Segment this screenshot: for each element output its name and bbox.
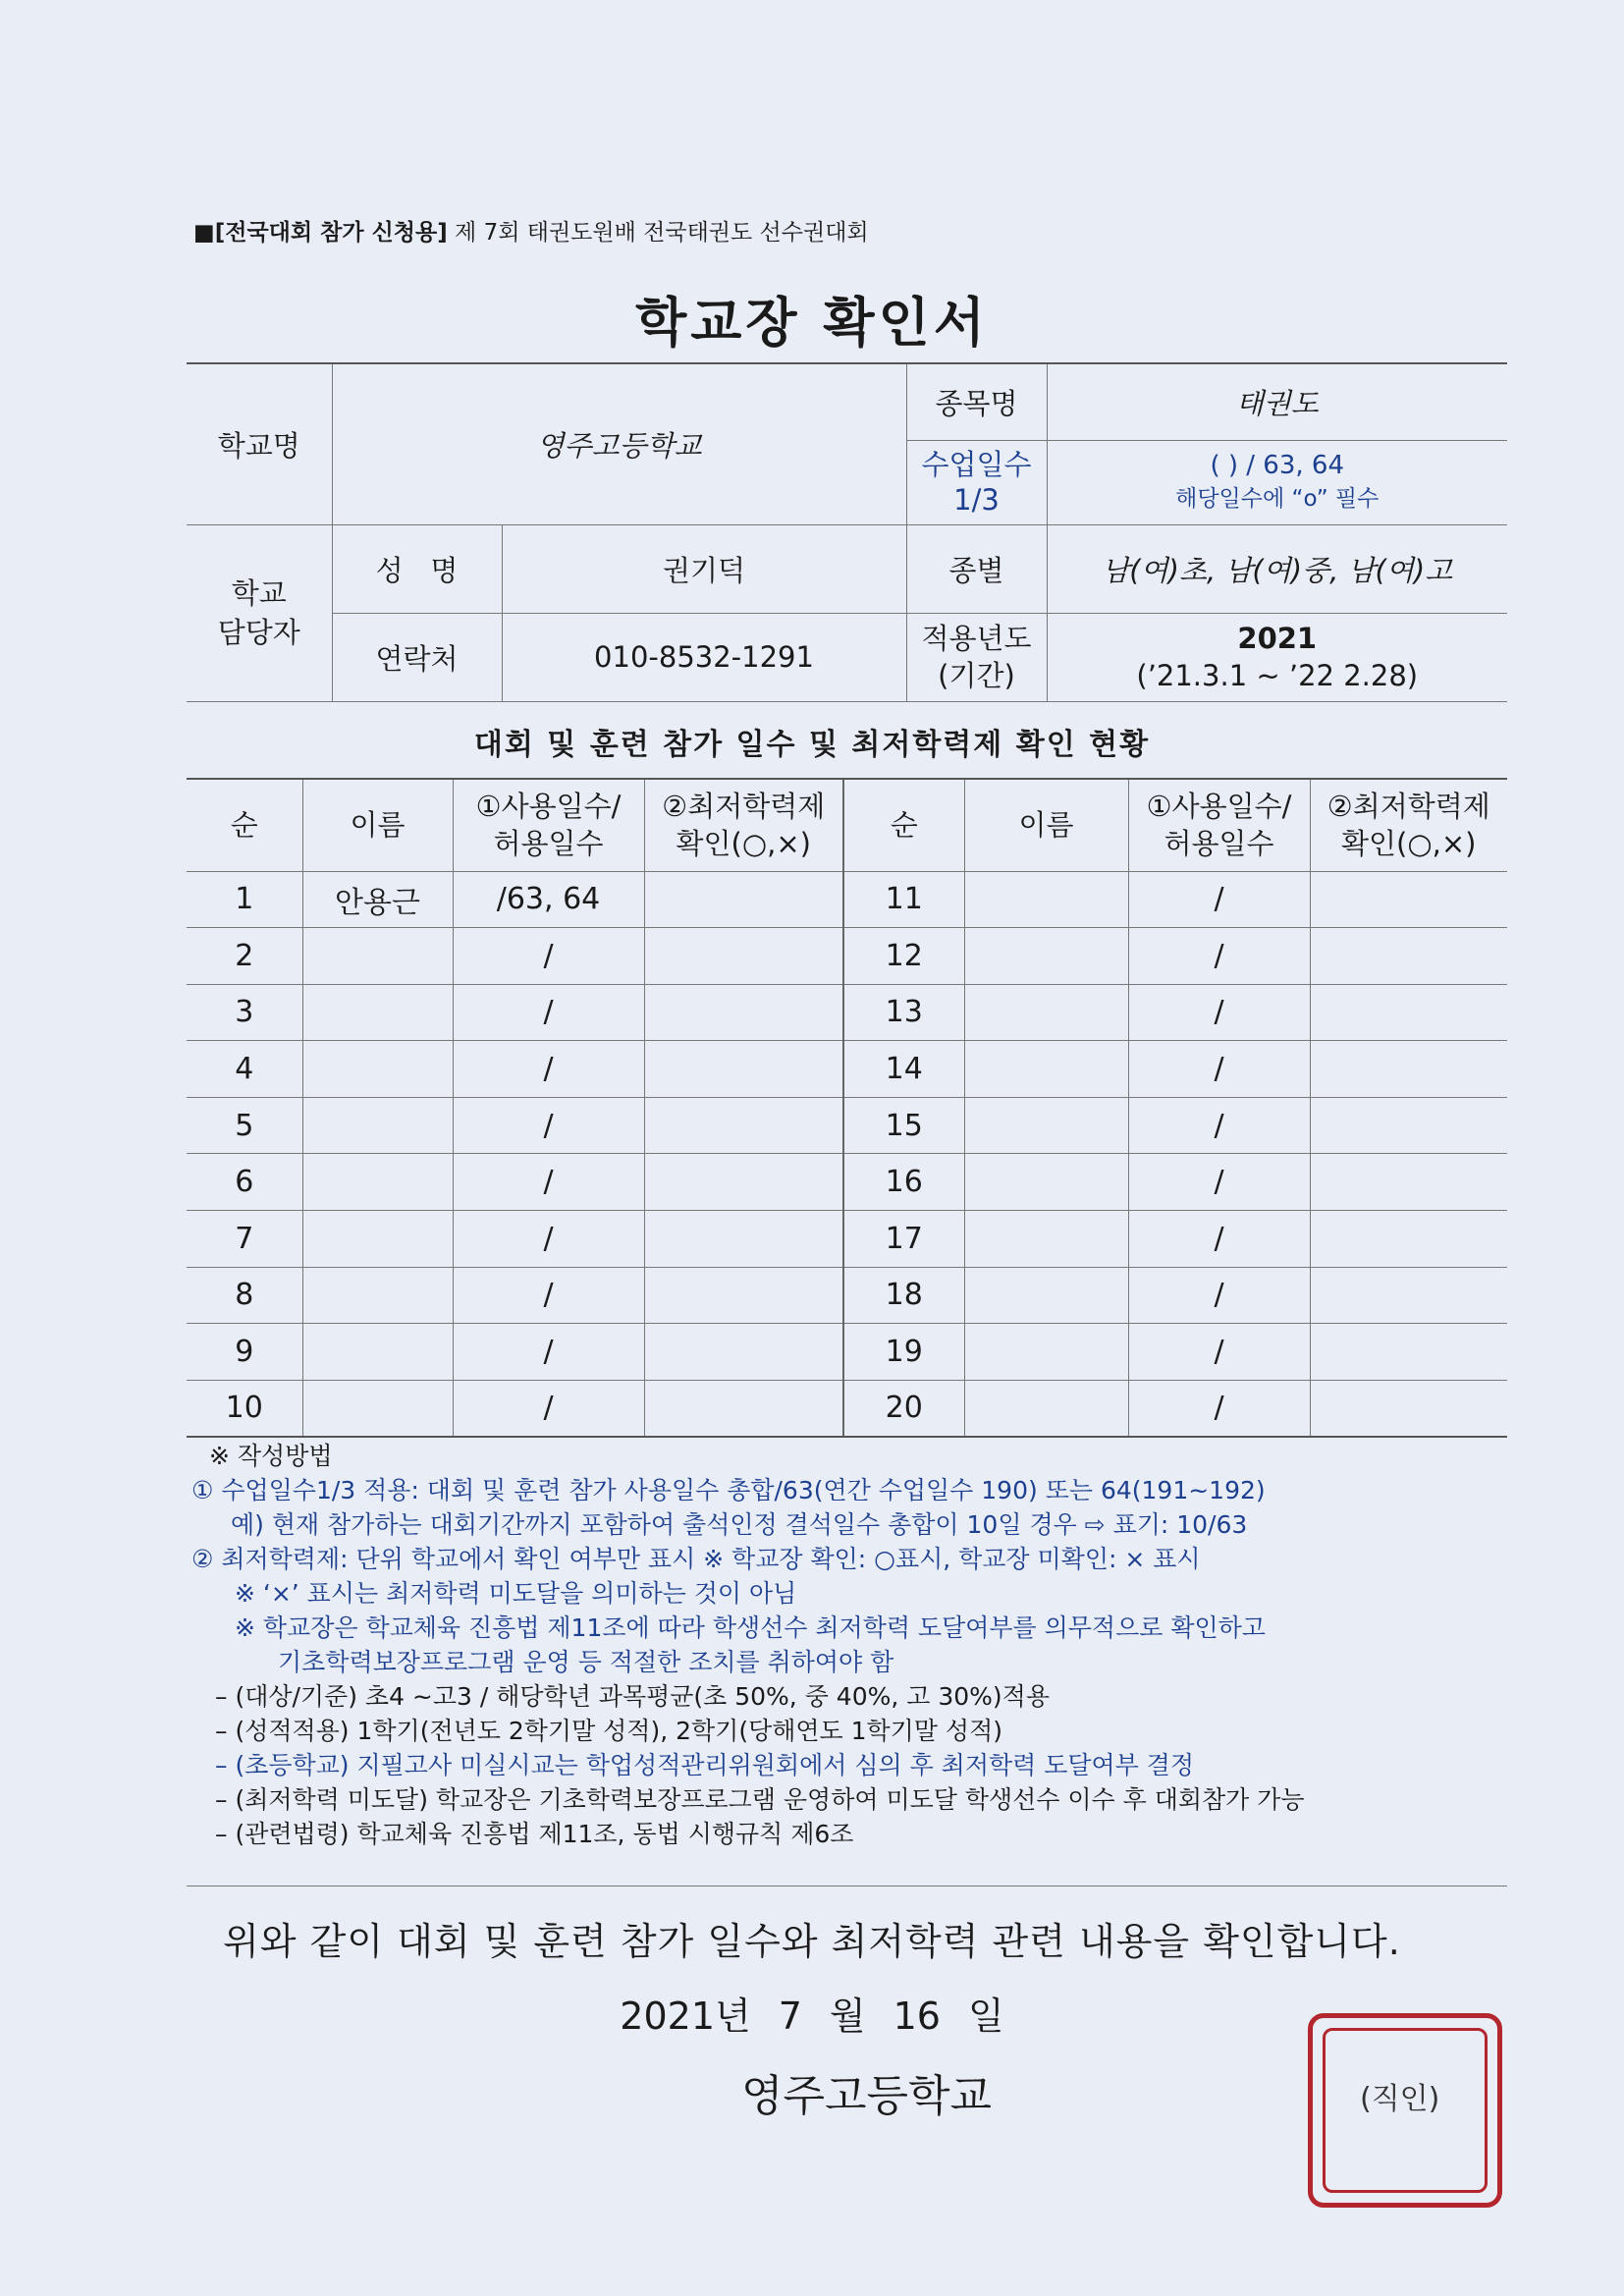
row-days-2: / [1128, 1324, 1310, 1381]
col-header-check-line2: 확인(○,×) [676, 827, 811, 861]
table-row [187, 1380, 1507, 1437]
row-no: 10 [187, 1380, 302, 1437]
row-days-2: / [1128, 1154, 1310, 1211]
signing-school: 영주고등학교 [741, 2071, 993, 2121]
row-name-2 [964, 1097, 1128, 1154]
row-check [644, 984, 843, 1041]
row-check-2 [1310, 984, 1507, 1041]
col-header-name-2: 이름 [964, 779, 1128, 871]
seal-label: (직인) [1360, 2082, 1440, 2116]
row-no: 8 [187, 1267, 302, 1324]
school-days-label-line2: 1/3 [953, 483, 1000, 517]
staff-name-value: 권기덕 [502, 524, 906, 613]
row-days: /63, 64 [453, 871, 644, 928]
row-name [302, 1380, 453, 1437]
event-name: 제 7회 태권도원배 전국태권도 선수권대회 [455, 220, 869, 246]
instructions [191, 1439, 1507, 1851]
col-header-days [453, 779, 644, 871]
row-days-2: / [1128, 1211, 1310, 1268]
row-days-2: / [1128, 1041, 1310, 1098]
col-header-days-line2: 허용일수 [493, 827, 604, 861]
col-header-check-2-line1: ②최저학력제 [1326, 790, 1490, 824]
row-no-2: 17 [843, 1211, 964, 1268]
row-name-2 [964, 984, 1128, 1041]
section-title: 대회 및 훈련 참가 일수 및 최저학력제 확인 현황 [473, 728, 1151, 762]
contact-value: 010-8532-1291 [502, 613, 906, 701]
row-check-2 [1310, 1041, 1507, 1098]
row-name [302, 1097, 453, 1154]
row-no: 2 [187, 928, 302, 985]
row-name [302, 928, 453, 985]
row-name-2 [964, 928, 1128, 985]
row-no-2: 15 [843, 1097, 964, 1154]
row-check [644, 1211, 843, 1268]
page-title: 학교장 확인서 [635, 292, 989, 354]
row-name-2 [964, 871, 1128, 928]
row-name-2 [964, 1154, 1128, 1211]
row-no: 5 [187, 1097, 302, 1154]
instruction-line: – (관련법령) 학교체육 진흥법 제11조, 동법 시행규칙 제6조 [215, 1820, 854, 1848]
row-no: 3 [187, 984, 302, 1041]
row-check-2 [1310, 1211, 1507, 1268]
instruction-line: 기초학력보장프로그램 운영 등 적절한 조치를 취하여야 함 [278, 1648, 894, 1676]
date-year: 2021년 [620, 1995, 751, 2038]
school-days-fraction: ( ) / 63, 64 [1210, 451, 1345, 480]
row-no: 4 [187, 1041, 302, 1098]
instructions-title: ※ 작성방법 [209, 1442, 333, 1470]
staff-label-line2: 담당자 [217, 616, 300, 649]
row-no-2: 11 [843, 871, 964, 928]
row-days: / [453, 1041, 644, 1098]
col-header-days-2-line2: 허용일수 [1164, 827, 1274, 861]
row-days: / [453, 1097, 644, 1154]
row-no: 7 [187, 1211, 302, 1268]
apply-period: (’21.3.1 ~ ’22 2.28) [1136, 659, 1419, 692]
row-no-2: 19 [843, 1324, 964, 1381]
row-days: / [453, 1211, 644, 1268]
apply-year-value [1047, 613, 1507, 701]
col-header-check-line1: ②최저학력제 [662, 790, 826, 824]
staff-name-label: 성 명 [332, 524, 502, 613]
gender-value: 남(여)초, 남(여)중, 남(여)고 [1047, 524, 1507, 613]
school-name-value: 영주고등학교 [332, 363, 906, 524]
row-check-2 [1310, 1324, 1507, 1381]
sport-value: 태권도 [1047, 363, 1507, 440]
instruction-line: – (초등학교) 지필고사 미실시교는 학업성적관리위원회에서 심의 후 최저학력 도달여부 결정 [215, 1751, 1195, 1779]
apply-year-label-line1: 적용년도 [921, 622, 1032, 655]
table-row [187, 1324, 1507, 1381]
instruction-line: – (대상/기준) 초4 ~고3 / 해당학년 과목평균(초 50%, 중 40%, 고 30%)적용 [215, 1682, 1050, 1711]
instruction-line: ※ 학교장은 학교체육 진흥법 제11조에 따라 학생선수 최저학력 도달여부를 의무적으로 확인하고 [235, 1613, 1266, 1642]
row-no-2: 13 [843, 984, 964, 1041]
col-header-days-2-line1: ①사용일수/ [1146, 790, 1292, 824]
apply-year-label-line2: (기간) [938, 659, 1015, 692]
row-check-2 [1310, 871, 1507, 928]
row-check [644, 1267, 843, 1324]
date-month-unit: 월 [829, 1995, 866, 2038]
row-check-2 [1310, 1380, 1507, 1437]
gender-label: 종별 [906, 524, 1047, 613]
row-no: 9 [187, 1324, 302, 1381]
row-name [302, 1324, 453, 1381]
school-days-value [1047, 440, 1507, 524]
row-check [644, 1041, 843, 1098]
date-month: 7 [778, 1995, 802, 2038]
row-check-2 [1310, 1267, 1507, 1324]
row-name [302, 1267, 453, 1324]
row-name-2 [964, 1211, 1128, 1268]
staff-label-line1: 학교 [231, 576, 287, 610]
row-days-2: / [1128, 984, 1310, 1041]
row-days: / [453, 1380, 644, 1437]
table-row [187, 1211, 1507, 1268]
sport-label: 종목명 [906, 363, 1047, 440]
date-day-unit: 일 [967, 1995, 1004, 2038]
row-days-2: / [1128, 1380, 1310, 1437]
row-days-2: / [1128, 871, 1310, 928]
row-no: 1 [187, 871, 302, 928]
col-header-no-2: 순 [843, 779, 964, 871]
row-days: / [453, 1154, 644, 1211]
row-name-2 [964, 1380, 1128, 1437]
row-days: / [453, 928, 644, 985]
row-name: 안용근 [302, 871, 453, 928]
row-check [644, 928, 843, 985]
form-header [193, 214, 869, 246]
row-name-2 [964, 1267, 1128, 1324]
col-header-check [644, 779, 843, 871]
form-type-label: ■[전국대회 참가 신청용] [193, 220, 448, 246]
col-header-days-2 [1128, 779, 1310, 871]
instruction-line: – (최저학력 미도달) 학교장은 기초학력보장프로그램 운영하여 미도달 학생선수 이수 후 대회참가 가능 [215, 1785, 1305, 1814]
school-name-label: 학교명 [187, 363, 332, 524]
instruction-line: 예) 현재 참가하는 대회기간까지 포함하여 출석인정 결석일수 총합이 10일 경우 ⇨ 표기: 10/63 [231, 1510, 1248, 1539]
row-no-2: 14 [843, 1041, 964, 1098]
table-row [187, 984, 1507, 1041]
contact-label: 연락처 [332, 613, 502, 701]
instruction-line: – (성적적용) 1학기(전년도 2학기말 성적), 2학기(당해연도 1학기말 성적) [215, 1717, 1002, 1745]
table-row [187, 1041, 1507, 1098]
school-info-table [187, 362, 1507, 702]
row-days: / [453, 1267, 644, 1324]
instruction-line: ※ ‘×’ 표시는 최저학력 미도달을 의미하는 것이 아님 [235, 1579, 797, 1608]
instructions-lines [191, 1473, 1507, 1851]
row-no-2: 12 [843, 928, 964, 985]
row-name [302, 1041, 453, 1098]
row-check [644, 1154, 843, 1211]
row-days-2: / [1128, 1097, 1310, 1154]
row-no-2: 16 [843, 1154, 964, 1211]
row-days-2: / [1128, 1267, 1310, 1324]
col-header-name: 이름 [302, 779, 453, 871]
date-day: 16 [893, 1995, 941, 2038]
row-check [644, 1324, 843, 1381]
row-check-2 [1310, 1154, 1507, 1211]
row-check [644, 871, 843, 928]
row-check [644, 1097, 843, 1154]
row-days: / [453, 984, 644, 1041]
instruction-line: ② 최저학력제: 단위 학교에서 확인 여부만 표시 ※ 학교장 확인: ○표시, 학교장 미확인: × 표시 [191, 1545, 1201, 1573]
apply-year-label [906, 613, 1047, 701]
apply-year: 2021 [1237, 622, 1318, 655]
instruction-line: ① 수업일수1/3 적용: 대회 및 훈련 참가 사용일수 총합/63(연간 수업일수 190) 또는 64(191~192) [191, 1476, 1266, 1504]
row-no-2: 20 [843, 1380, 964, 1437]
school-days-label [906, 440, 1047, 524]
row-days-2: / [1128, 928, 1310, 985]
school-days-label-line1: 수업일수 [921, 448, 1032, 481]
row-name [302, 1211, 453, 1268]
col-header-check-2-line2: 확인(○,×) [1341, 827, 1477, 861]
row-no-2: 18 [843, 1267, 964, 1324]
row-name-2 [964, 1041, 1128, 1098]
table-row [187, 1267, 1507, 1324]
row-name [302, 1154, 453, 1211]
col-header-check-2 [1310, 779, 1507, 871]
confirmation-text: 위와 같이 대회 및 훈련 참가 일수와 최저학력 관련 내용을 확인합니다. [223, 1920, 1401, 1963]
school-days-note: 해당일수에 “o” 필수 [1175, 486, 1380, 512]
row-no: 6 [187, 1154, 302, 1211]
row-check [644, 1380, 843, 1437]
staff-label [187, 524, 332, 701]
col-header-no: 순 [187, 779, 302, 871]
participation-table [187, 778, 1507, 1438]
table-row [187, 1154, 1507, 1211]
col-header-days-line1: ①사용일수/ [475, 790, 622, 824]
row-check-2 [1310, 1097, 1507, 1154]
row-name [302, 984, 453, 1041]
table-row [187, 1097, 1507, 1154]
row-days: / [453, 1324, 644, 1381]
row-check-2 [1310, 928, 1507, 985]
row-name-2 [964, 1324, 1128, 1381]
table-row [187, 871, 1507, 928]
table-row [187, 928, 1507, 985]
